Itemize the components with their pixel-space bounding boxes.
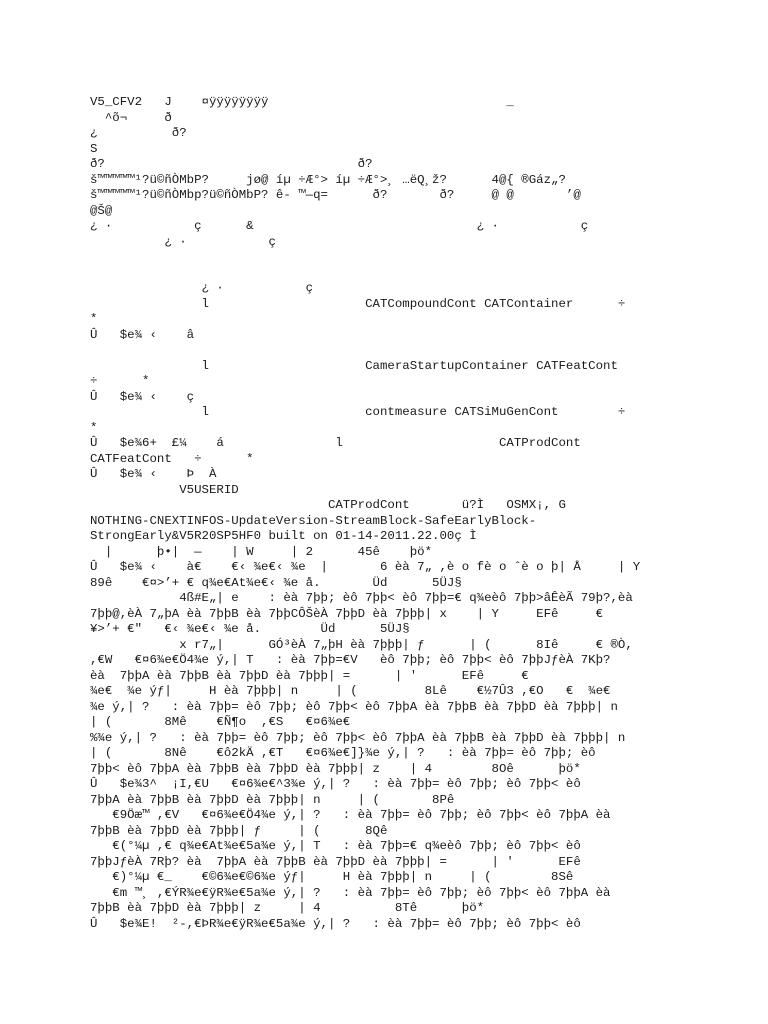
dump-line: Û $e¾3^ ¡I,€U €¤6¾e€^3¾e ý,| ? : èà 7þþ= èô 7þþ; èô 7þþ< èô xyxy=(90,777,581,791)
dump-line: S xyxy=(90,141,98,156)
dump-line: ¿ · ç & ¿ · ç xyxy=(90,219,589,233)
dump-line: V5_CFV2 J ¤ÿÿÿÿÿÿÿÿ _ xyxy=(90,95,514,109)
dump-line: %¾e ý,| ? : èà 7þþ= èô 7þþ; èô 7þþ< èô 7þþA èà 7þþB èà 7þþD èà 7þþþ| n xyxy=(90,730,626,745)
dump-line: Û $e¾E! ²-,€ÞR¾e€ÿR¾e€5a¾e ý,| ? : èà 7þþ= èô 7þþ; èô 7þþ< èô xyxy=(90,916,581,931)
dump-line: | ( 8Mê €Ñ¶o ,€S €¤6¾e€ xyxy=(90,715,351,729)
dump-line: 7þþJƒèÀ 7Rþ? èà 7þþA èà 7þþB èà 7þþD èà 7þþþ| = | ' EFê xyxy=(90,854,581,869)
dump-line: x r7„| GÓ³èÀ 7„þH èà 7þþþ| ƒ | ( 8Iê € ®Ò, xyxy=(90,637,633,652)
dump-line: 7þþA èà 7þþB èà 7þþD èà 7þþþ| n | ( 8Pê xyxy=(90,792,455,807)
dump-line: €(°¼µ ,€ q¾e€At¾e€5a¾e ý,| T : èà 7þþ=€ q¾eèô 7þþ; èô 7þþ< èô xyxy=(90,839,581,853)
dump-line: NOTHING-CNEXTINFOS-UpdateVersion-StreamBlock-SafeEarlyBlock- xyxy=(90,513,537,528)
dump-line: Û $e¾ ‹ ç xyxy=(90,389,195,404)
dump-line: 4ß#E„| e : èà 7þþ; èô 7þþ< èô 7þþ=€ q¾eèô 7þþ>âÊèÃ 79þ?,èà xyxy=(90,591,633,605)
dump-line: ¿ ð? xyxy=(90,126,187,140)
dump-line: ¾e€ ¾e ýƒ| H èà 7þþþ| n | ( 8Lê €½7Û3 ,€O € ¾e€ xyxy=(90,684,611,698)
dump-line: 89ê €¤>’+ € q¾e€At¾e€‹ ¾e å. Üd 5ÜJ§ xyxy=(90,575,462,590)
dump-line: ¿ · ç xyxy=(90,234,276,249)
dump-line: 7þþ@,èÀ 7„þA èà 7þþB èà 7þþCÔŠèÀ 7þþD èà 7þþþ| x | Y EFê € xyxy=(90,606,604,621)
dump-line: 7þþB èà 7þþD èà 7þþþ| ƒ | ( 8Qê xyxy=(90,823,388,838)
dump-line: * xyxy=(90,420,98,435)
dump-line: 7þþB èà 7þþD èà 7þþþ| z | 4 8Tê þö* xyxy=(90,901,485,915)
dump-line: €)°¼µ €_ €©6¾e€©6¾e ýƒ| H èà 7þþþ| n | ( 8Sê xyxy=(90,870,574,884)
dump-line: š™™™™™¹?ü©ñÒMbp?ü©ñÒMbP? ê- ™—q= ð? ð? @ @ ’@ xyxy=(90,188,581,202)
dump-line: ^õ¬ ð xyxy=(90,110,172,125)
dump-line: €m ™¸ ,€ÝR¾e€ÿR¾e€5a¾e ý,| ? : èà 7þþ= èô 7þþ; èô 7þþ< èô 7þþA èà xyxy=(90,885,611,900)
dump-line: l contmeasure CATSiMuGenCont ÷ xyxy=(90,405,626,419)
dump-line: CATProdCont ü?Ì OSMX¡, G xyxy=(90,498,566,512)
dump-line: ¥>’+ €" €‹ ¾e€‹ ¾e å. Üd 5ÜJ§ xyxy=(90,622,410,636)
dump-line: èà 7þþA èà 7þþB èà 7þþD èà 7þþþ| = | ' EFê € xyxy=(90,668,529,683)
dump-line: @Š@ xyxy=(90,203,113,218)
dump-line: V5USERID xyxy=(90,482,239,497)
dump-line: Û $e¾ ‹ Þ À xyxy=(90,467,217,481)
dump-line: * xyxy=(90,312,98,326)
dump-line: ¿ · ç xyxy=(90,281,314,295)
dump-line: ÷ * xyxy=(90,374,150,388)
dump-line: | ( 8Nê €ô2kÄ ,€T €¤6¾e€]}¾e ý,| ? : èà 7þþ= èô 7þþ; èô xyxy=(90,746,596,760)
dump-line: Û $e¾ ‹ à€ €‹ ¾e€‹ ¾e | 6 èà 7„ ,è o fè o ˆè o þ| Å | Y xyxy=(90,560,641,574)
dump-line: 7þþ< èô 7þþA èà 7þþB èà 7þþD èà 7þþþ| z | 4 8Oê þö* xyxy=(90,761,581,776)
dump-line: l CameraStartupContainer CATFeatCont xyxy=(90,358,618,373)
dump-line: š™™™™™¹?ü©ñÒMbP? jø@ íµ ÷Æ°> íµ ÷Æ°>¸ …ëQ¸ž? 4@{ ®Gáz„? xyxy=(90,172,566,187)
dump-line: Û $e¾6+ £¼ á l CATProdCont xyxy=(90,436,581,450)
dump-line: ð? ð? xyxy=(90,157,373,171)
dump-line: €9Öæ™ ,€V €¤6¾e€Ö4¾e ý,| ? : èà 7þþ= èô 7þþ; èô 7þþ< èô 7þþA èà xyxy=(90,808,611,822)
dump-line: ¾e ý,| ? : èà 7þþ= èô 7þþ; èô 7þþ< èô 7þþA èà 7þþB èà 7þþD èà 7þþþ| n xyxy=(90,699,618,714)
dump-line: ,€W €¤6¾e€Ö4¾e ý,| T : èà 7þþ=€V èô 7þþ; èô 7þþ< èô 7þþJƒèÀ 7Kþ? xyxy=(90,653,611,667)
dump-line: StrongEarly&V5R20SP5HF0 built on 01-14-2011.22.00ç Ì xyxy=(90,529,477,543)
dump-line: CATFeatCont ÷ * xyxy=(90,451,254,466)
dump-line: Û $e¾ ‹ â xyxy=(90,327,195,342)
dump-line: l CATCompoundCont CATContainer ÷ xyxy=(90,296,626,311)
dump-line: | þ•| — | W | 2 45ê þö* xyxy=(90,544,433,559)
